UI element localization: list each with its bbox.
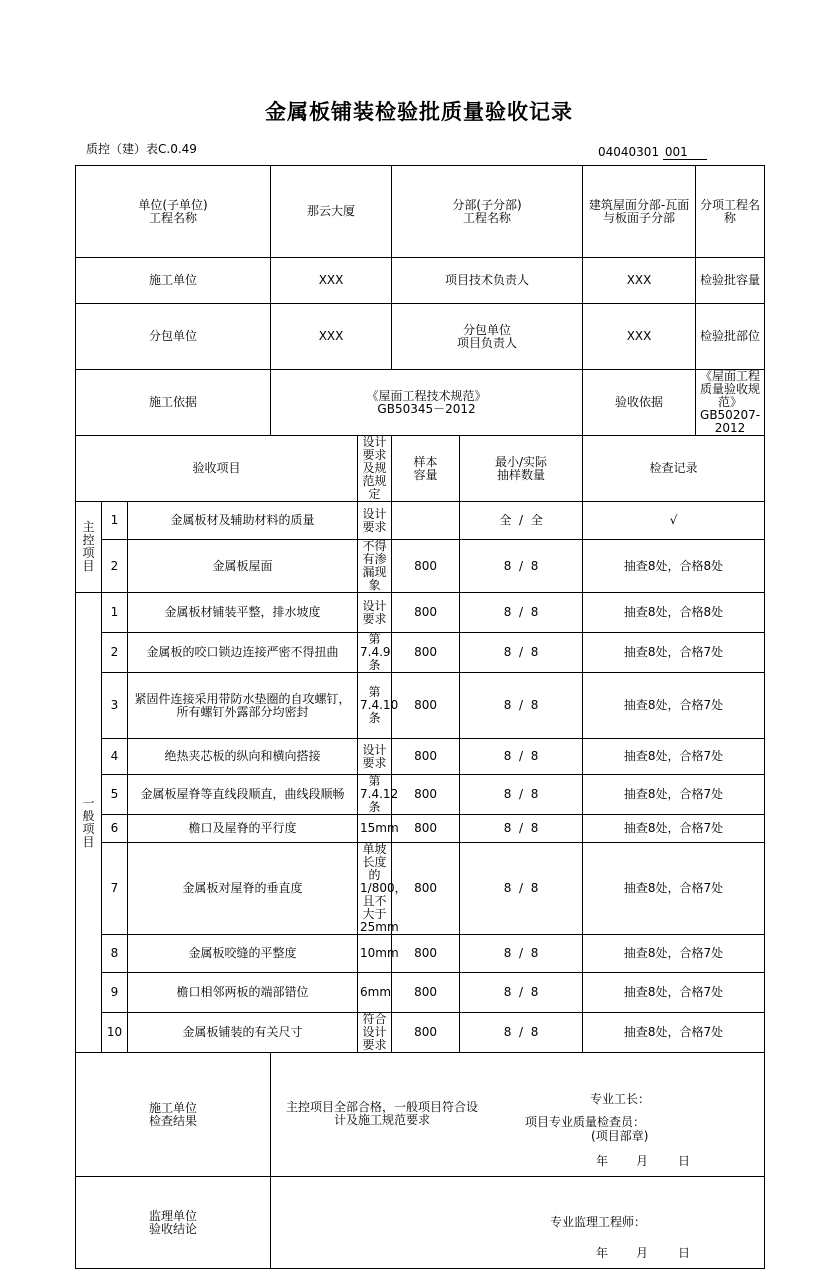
item-actual: 全	[530, 513, 543, 527]
item-min-actual	[460, 1013, 583, 1053]
sub-lead-value: XXX	[583, 304, 696, 370]
item-record: 抽查8处，合格7处	[583, 815, 765, 843]
supervision-result-cell	[271, 1177, 765, 1269]
item-actual: 8	[530, 558, 539, 573]
subcontractor-value: XXX	[271, 304, 392, 370]
division-value: 建筑屋面分部-瓦面 与板面子分部	[583, 166, 696, 258]
item-name: 檐口相邻两板的端部错位	[128, 973, 358, 1013]
item-sample: 800	[392, 843, 460, 935]
construction-result-cell	[271, 1053, 765, 1177]
contractor-label: 施工单位	[76, 258, 271, 304]
general-group-text: 一般项目	[82, 795, 95, 849]
item-design: 设计要求	[358, 739, 392, 775]
supervision-result-label: 监理单位 验收结论	[76, 1177, 271, 1269]
col-design: 设计要求及规 范规定	[358, 436, 392, 502]
item-separator: /	[519, 821, 524, 835]
item-record: 抽查8处，合格7处	[583, 843, 765, 935]
unit-value: 那云大厦	[271, 166, 392, 258]
item-sample: 800	[392, 973, 460, 1013]
item-record: 抽查8处，合格8处	[583, 540, 765, 593]
item-design: 单坡长度的1/800，且不大于25mm	[358, 843, 392, 935]
item-no: 2	[102, 633, 128, 673]
item-actual: 8	[530, 605, 539, 619]
col-sample: 样本 容量	[392, 436, 460, 502]
item-record: √	[583, 502, 765, 540]
item-min: 8	[503, 985, 512, 999]
item-design: 第7.4.12条	[358, 775, 392, 815]
construction-result-label: 施工单位 检查结果	[76, 1053, 271, 1177]
acceptance-basis-label: 验收依据	[583, 370, 696, 436]
item-design: 设计要求	[358, 502, 392, 540]
item-separator: /	[519, 881, 524, 895]
item-min: 8	[503, 787, 512, 801]
item-no: 2	[102, 540, 128, 593]
year-label: 年	[596, 1246, 609, 1260]
item-min: 8	[503, 881, 512, 895]
item-min-actual	[460, 843, 583, 935]
item-name: 金属板材铺装平整，排水坡度	[128, 593, 358, 633]
item-sample: 800	[392, 593, 460, 633]
item-min-actual	[460, 633, 583, 673]
item-name: 金属板对屋脊的垂直度	[128, 843, 358, 935]
item-separator: /	[519, 605, 524, 619]
item-actual: 8	[530, 821, 539, 835]
item-min-actual	[460, 815, 583, 843]
item-separator: /	[519, 558, 524, 573]
item-separator: /	[519, 513, 524, 527]
tech-lead-label: 项目技术负责人	[392, 258, 583, 304]
item-record: 抽查8处，合格7处	[583, 973, 765, 1013]
item-min-actual	[460, 502, 583, 540]
item-no: 1	[102, 593, 128, 633]
item-separator: /	[519, 787, 524, 801]
item-no: 5	[102, 775, 128, 815]
item-no: 3	[102, 673, 128, 739]
item-actual: 8	[530, 946, 539, 960]
item-min-actual	[460, 739, 583, 775]
item-actual: 8	[530, 1025, 539, 1039]
form-code: 质控（建）表C.0.49	[86, 142, 197, 156]
item-sample: 800	[392, 673, 460, 739]
record-number	[598, 145, 707, 160]
inspection-table	[75, 165, 765, 1269]
sub-lead-label: 分包单位 项目负责人	[392, 304, 583, 370]
page-title: 金属板铺装检验批质量验收记录	[265, 99, 573, 124]
item-name: 金属板屋面	[128, 540, 358, 593]
item-actual: 8	[530, 881, 539, 895]
record-prefix: 04040301	[598, 145, 660, 159]
item-min-actual	[460, 775, 583, 815]
item-sample: 800	[392, 540, 460, 593]
col-min-actual: 最小/实际 抽样数量	[460, 436, 583, 502]
item-name: 金属板咬缝的平整度	[128, 935, 358, 973]
foreman-label: 专业工长：	[590, 1092, 651, 1106]
subitem-label: 分项工程名称	[696, 166, 765, 258]
item-sample: 800	[392, 739, 460, 775]
acceptance-basis-value: 《屋面工程质量验收规范》 GB50207-2012	[696, 370, 765, 436]
month-label: 月	[636, 1246, 649, 1260]
general-group	[76, 593, 102, 1053]
item-design: 15mm	[358, 815, 392, 843]
item-name: 金属板材及辅助材料的质量	[128, 502, 358, 540]
tech-lead-value: XXX	[583, 258, 696, 304]
item-design: 设计要求	[358, 593, 392, 633]
item-record: 抽查8处，合格7处	[583, 739, 765, 775]
item-record: 抽查8处，合格7处	[583, 935, 765, 973]
item-design: 不得有渗漏现象	[358, 540, 392, 593]
item-separator: /	[519, 698, 524, 712]
item-min-actual	[460, 935, 583, 973]
item-sample: 800	[392, 1013, 460, 1053]
item-actual: 8	[530, 698, 539, 712]
item-sample: 800	[392, 815, 460, 843]
item-separator: /	[519, 1025, 524, 1039]
item-no: 7	[102, 843, 128, 935]
item-design: 10mm	[358, 935, 392, 973]
item-actual: 8	[530, 645, 539, 659]
item-no: 6	[102, 815, 128, 843]
item-min: 8	[503, 821, 512, 835]
item-no: 9	[102, 973, 128, 1013]
item-min-actual	[460, 540, 583, 593]
item-name: 紧固件连接采用带防水垫圈的自攻螺钉，所有螺钉外露部分均密封	[128, 673, 358, 739]
item-min-actual	[460, 673, 583, 739]
item-name: 绝热夹芯板的纵向和横向搭接	[128, 739, 358, 775]
main-control-group-text: 主控项目	[82, 520, 95, 573]
record-serial: 001	[663, 145, 707, 160]
item-min: 8	[503, 1025, 512, 1039]
item-name: 金属板的咬口锁边连接严密不得扭曲	[128, 633, 358, 673]
item-name: 檐口及屋脊的平行度	[128, 815, 358, 843]
item-design: 符合设计要求	[358, 1013, 392, 1053]
item-min: 8	[503, 558, 512, 573]
item-actual: 8	[530, 985, 539, 999]
item-min: 全	[499, 513, 512, 527]
item-record: 抽查8处，合格7处	[583, 673, 765, 739]
item-min: 8	[503, 698, 512, 712]
day-label: 日	[678, 1246, 691, 1260]
item-min: 8	[503, 605, 512, 619]
contractor-value: XXX	[271, 258, 392, 304]
item-sample: 800	[392, 633, 460, 673]
construction-result-text: 主控项目全部合格，一般项目符合设 计及施工规范要求	[286, 1100, 479, 1127]
item-name: 金属板屋脊等直线段顺直，曲线段顺畅	[128, 775, 358, 815]
item-design: 6mm	[358, 973, 392, 1013]
item-no: 1	[102, 502, 128, 540]
item-actual: 8	[530, 749, 539, 763]
basis-label: 施工依据	[76, 370, 271, 436]
item-separator: /	[519, 946, 524, 960]
item-no: 4	[102, 739, 128, 775]
batch-capacity-label: 检验批容量	[696, 258, 765, 304]
item-min: 8	[503, 946, 512, 960]
item-sample: 800	[392, 935, 460, 973]
item-record: 抽查8处，合格7处	[583, 1013, 765, 1053]
year-label: 年	[596, 1154, 609, 1168]
item-separator: /	[519, 749, 524, 763]
quality-inspector-label: 项目专业质量检查员：	[525, 1115, 646, 1129]
item-actual: 8	[530, 787, 539, 801]
batch-part-label: 检验批部位	[696, 304, 765, 370]
item-min-actual	[460, 593, 583, 633]
item-sample	[392, 502, 460, 540]
item-min: 8	[503, 749, 512, 763]
item-record: 抽查8处，合格7处	[583, 633, 765, 673]
basis-value: 《屋面工程技术规范》 GB50345－2012	[271, 370, 583, 436]
item-record: 抽查8处，合格8处	[583, 593, 765, 633]
subcontractor-label: 分包单位	[76, 304, 271, 370]
item-design: 第7.4.9条	[358, 633, 392, 673]
item-design: 第7.4.10条	[358, 673, 392, 739]
unit-label: 单位(子单位) 工程名称	[76, 166, 271, 258]
project-seal-label: (项目部章)	[591, 1129, 649, 1143]
main-control-group	[76, 502, 102, 593]
supervision-engineer-label: 专业监理工程师：	[550, 1215, 647, 1229]
division-label: 分部(子分部) 工程名称	[392, 166, 583, 258]
month-label: 月	[636, 1154, 649, 1168]
col-item: 验收项目	[76, 436, 358, 502]
item-no: 8	[102, 935, 128, 973]
col-record: 检查记录	[583, 436, 765, 502]
item-separator: /	[519, 645, 524, 659]
item-name: 金属板铺装的有关尺寸	[128, 1013, 358, 1053]
item-separator: /	[519, 985, 524, 999]
item-min-actual	[460, 973, 583, 1013]
item-no: 10	[102, 1013, 128, 1053]
item-record: 抽查8处，合格7处	[583, 775, 765, 815]
item-min: 8	[503, 645, 512, 659]
item-sample: 800	[392, 775, 460, 815]
day-label: 日	[678, 1154, 691, 1168]
